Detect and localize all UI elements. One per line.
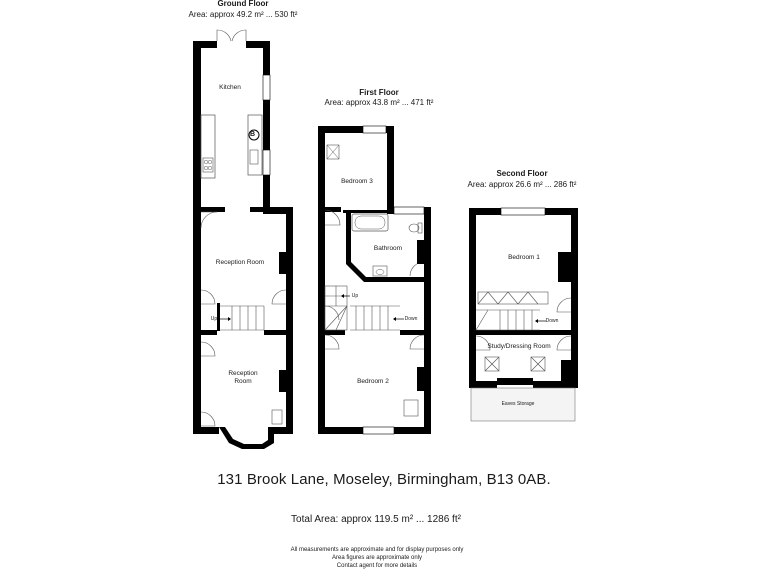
disclaimer-line-2: Area figures are approximate only [331, 555, 423, 561]
first-floor-stairs-up-label: Up [351, 293, 359, 299]
second-floor-stairs-down-label: Down [545, 318, 559, 324]
first-floor-title: First Floor [359, 88, 399, 97]
total-area: Total Area: approx 119.5 m² ... 1286 ft² [291, 514, 461, 525]
reception-room-2-label-line2: Room [234, 378, 252, 385]
disclaimer-line-1: All measurements are approximate and for display purposes only [290, 547, 464, 553]
ground-floor-right-wall [286, 207, 293, 434]
first-floor-area: Area: approx 43.8 m² ... 471 ft² [324, 98, 434, 107]
reception-room-2-label-line1: Reception [228, 370, 258, 377]
bay-window [219, 427, 274, 449]
ground-floor-kitchen-right-wall [263, 41, 270, 207]
ground-floor-area: Area: approx 49.2 m² ... 530 ft² [188, 10, 298, 19]
eaves-storage-label: Eaves Storage [501, 401, 535, 407]
first-floor-stairs-down-label: Down [404, 316, 418, 322]
ground-floor-plan [193, 30, 293, 449]
bedroom-2-label: Bedroom 2 [357, 378, 389, 385]
ground-floor-left-wall [193, 41, 201, 434]
study-dressing-room-label: Study/Dressing Room [487, 343, 551, 350]
first-floor-plan [318, 126, 431, 434]
second-floor-area: Area: approx 26.6 m² ... 286 ft² [467, 180, 577, 189]
ground-floor-title: Ground Floor [217, 0, 269, 8]
reception-room-1-label: Reception Room [215, 259, 265, 266]
first-floor-right-wall [424, 207, 431, 434]
property-address: 131 Brook Lane, Moseley, Birmingham, B13 0AB. [217, 471, 551, 488]
bedroom-3-label: Bedroom 3 [341, 178, 373, 185]
bedroom-1-label: Bedroom 1 [508, 254, 540, 261]
first-floor-left-wall [318, 126, 325, 434]
second-floor-title: Second Floor [496, 169, 548, 178]
second-floor-plan [469, 208, 578, 421]
disclaimer-line-3: Contact agent for more details [336, 563, 418, 569]
bathroom-label: Bathroom [373, 245, 403, 252]
kitchen-label: Kitchen [219, 84, 241, 91]
boiler-icon: B [250, 131, 256, 138]
ground-floor-stairs-up-label: Up [210, 316, 218, 322]
